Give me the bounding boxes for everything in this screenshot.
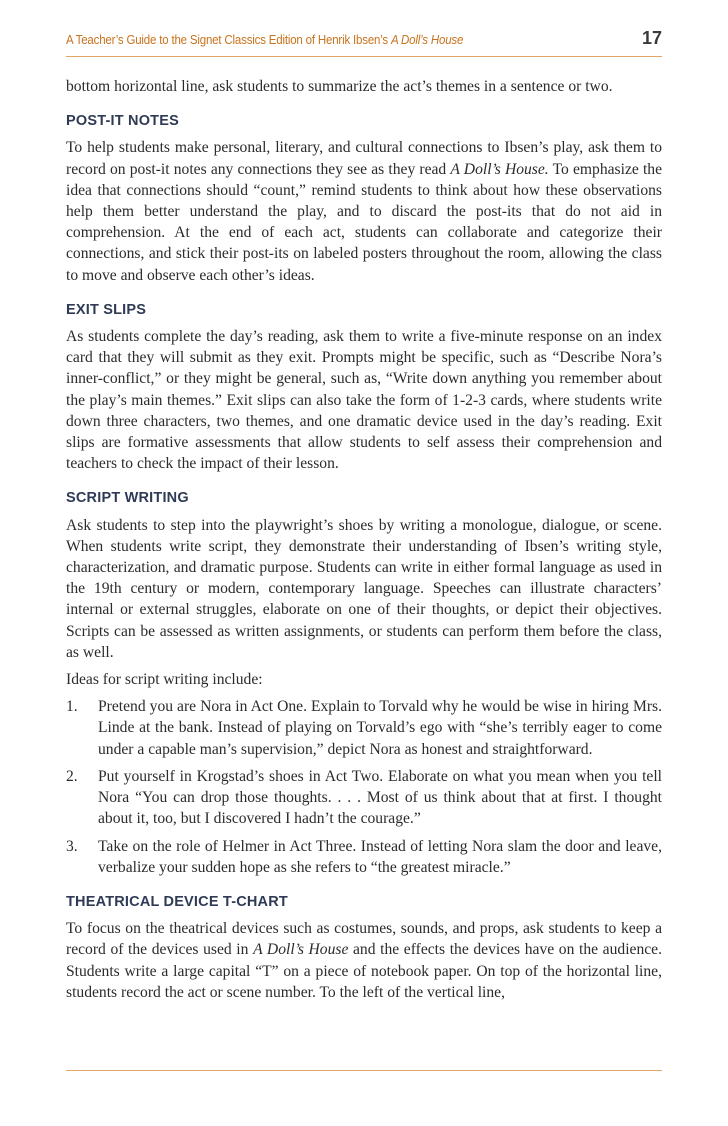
script-writing-paragraph: Ask students to step into the playwright’s shoes by writing a monologue, dialogue, or scene. When students write script, they demonstrate their understanding of Ibsen’s writing style, characterization, and dramatic purpose. Students can write in either formal language as used in the 19th century or modern, contemporary language. Speeches can illustrate characters’ internal or external struggles, elaborate on one of their thoughts, or depict their objectives. Scripts can be assessed as written assignments, or students can perform them before the class, as well.	[66, 516, 662, 661]
ideas-list	[66, 696, 662, 878]
post-it-text-a: To help students make personal, literary, and cultural connections to Ibsen’s play, ask them to record on post-it notes any connections they see as they read	[66, 139, 662, 178]
post-it-paragraph	[66, 137, 662, 285]
heading-post-it-notes: POST-IT NOTES	[66, 113, 179, 130]
header-divider	[66, 56, 662, 57]
list-item	[66, 696, 662, 760]
footer-divider	[66, 1070, 662, 1071]
exit-slips-paragraph: As students complete the day’s reading, ask them to write a five-minute response on an index card that they will submit as they exit. Prompts might be specific, such as “Describe Nora’s inner-conflict,” or they might be general, such as, “Write down anything you remember about the play’s main themes.” Exit slips can also take the form of 1-2-3 cards, where students write down three characters, two themes, and one dramatic device used in the day’s reading. Exit slips are formative assessments that allow students to self assess their comprehension and teachers to check the impact of their lesson.	[66, 328, 662, 473]
list-item-number: 1.	[66, 698, 78, 716]
ideas-intro: Ideas for script writing include:	[66, 671, 263, 689]
running-header-title-text: A Teacher’s Guide to the Signet Classics Edition of Henrik Ibsen’s	[66, 33, 391, 47]
intro-paragraph: bottom horizontal line, ask students to summarize the act’s themes in a sentence or two.	[66, 78, 613, 95]
t-chart-paragraph	[66, 918, 662, 1003]
page-number: 17	[641, 28, 662, 48]
heading-script-writing: SCRIPT WRITING	[66, 490, 189, 507]
heading-exit-slips: EXIT SLIPS	[66, 301, 147, 318]
heading-theatrical-device-t-chart: THEATRICAL DEVICE T-CHART	[66, 893, 288, 910]
post-it-text-b: To emphasize the idea that connections should “count,” remind students to think about how these observations help them better understand the play, and to discard the post-its that do not aid in comprehension. At the end of each act, students can collaborate and categorize their connections, and stick their post-its on labeled posters throughout the room, allowing the class to move and observe each other’s ideas.	[66, 160, 663, 284]
list-item-number: 2.	[66, 767, 78, 785]
list-item-number: 3.	[66, 837, 78, 855]
running-header-title	[66, 33, 463, 47]
running-header	[66, 30, 662, 50]
list-item-text: Put yourself in Krogstad’s shoes in Act Two. Elaborate on what you mean when you tell Nora “You can drop those thoughts. . . . Most of us think about that at first. I thought about it, too, but I discovered I hadn’t the courage.”	[98, 767, 662, 828]
t-chart-text-b: and the effects the devices have on the audience. Students write a large capital “T” on a piece of notebook paper. On top of the horizontal line, students record the act or scene number. To the left of the vertical line,	[66, 941, 662, 1001]
t-chart-book-title: A Doll’s House	[253, 941, 349, 959]
list-item-text: Take on the role of Helmer in Act Three. Instead of letting Nora slam the door and leave, verbalize your sudden hope as she refers to “the greatest miracle.”	[98, 837, 662, 876]
page-body	[66, 76, 662, 1009]
list-item-text: Pretend you are Nora in Act One. Explain to Torvald why he would be wise in hiring Mrs. Linde at the bank. Instead of playing on Torvald’s ego with “she’s terribly eager to come under a capable man’s supervision,” depict Nora as honest and straightforward.	[98, 698, 662, 758]
running-header-book-title: A Doll’s House	[390, 33, 464, 47]
list-item	[66, 766, 662, 830]
list-item	[66, 836, 662, 878]
post-it-book-title: A Doll’s House.	[450, 160, 549, 178]
t-chart-text-a: To focus on the theatrical devices such as costumes, sounds, and props, ask students to keep a record of the devices used in	[66, 920, 662, 959]
